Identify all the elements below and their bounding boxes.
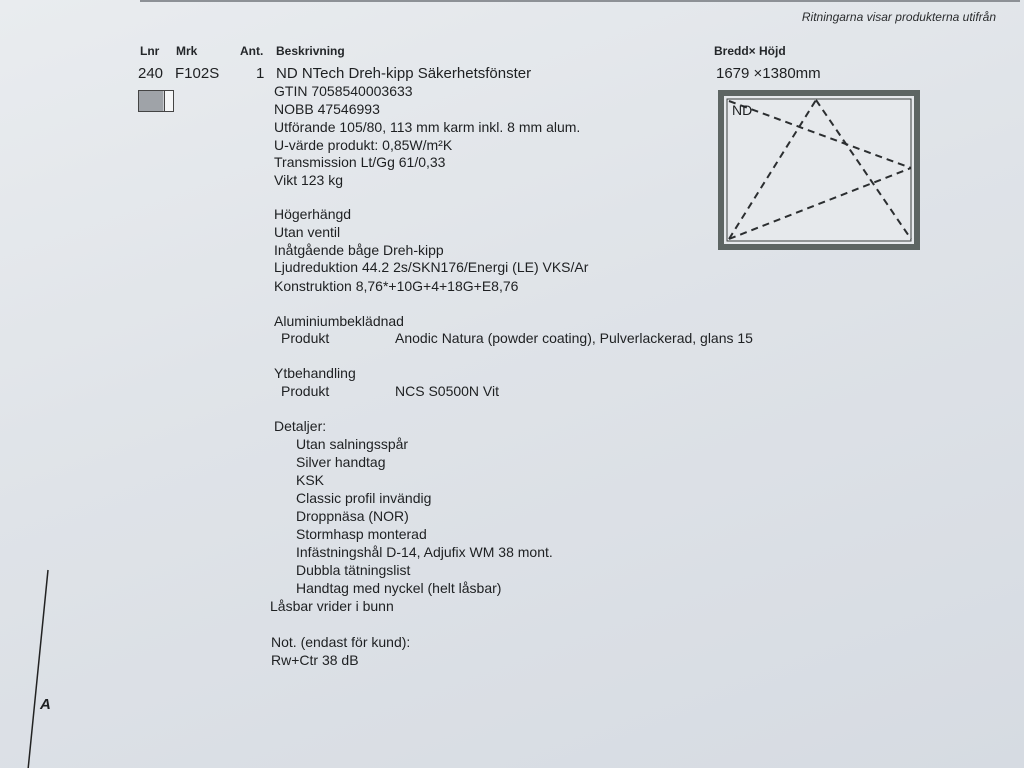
detail-item: KSK <box>296 472 325 488</box>
col-header-ant: Ant. <box>240 44 264 58</box>
spec-line: Transmission Lt/Gg 61/0,33 <box>274 154 446 170</box>
col-header-mrk: Mrk <box>176 44 198 58</box>
details-heading: Detaljer: <box>274 418 327 434</box>
spec-line: GTIN 7058540003633 <box>274 83 413 99</box>
aluminium-heading: Aluminiumbeklädnad <box>274 313 404 329</box>
color-swatch <box>138 90 174 112</box>
config-line: Konstruktion 8,76*+10G+4+18G+E8,76 <box>274 278 519 294</box>
spec-line: NOBB 47546993 <box>274 101 380 117</box>
col-header-dimensions: Bredd× Höjd <box>714 44 786 58</box>
detail-item: Silver handtag <box>296 454 386 470</box>
detail-item: Stormhasp monterad <box>296 526 427 542</box>
surface-heading: Ytbehandling <box>274 365 356 381</box>
spec-line: Vikt 123 kg <box>274 172 344 188</box>
page-corner-mark: A <box>40 696 51 713</box>
aluminium-value: Anodic Natura (powder coating), Pulverlackerad, glans 15 <box>395 330 753 346</box>
item-title: ND NTech Dreh-kipp Säkerhetsfönster <box>276 65 532 82</box>
detail-item: Classic profil invändig <box>296 490 432 506</box>
detail-item: Droppnäsa (NOR) <box>296 508 409 524</box>
config-line: Högerhängd <box>274 206 352 222</box>
drawing-label: ND <box>732 102 753 118</box>
item-lnr: 240 <box>138 65 164 82</box>
spec-line: Utförande 105/80, 113 mm karm inkl. 8 mm alum. <box>274 119 581 135</box>
notes-value: Rw+Ctr 38 dB <box>271 652 359 668</box>
surface-label: Produkt <box>281 383 330 399</box>
detail-item: Utan salningsspår <box>296 436 409 452</box>
surface-value: NCS S0500N Vit <box>395 383 500 399</box>
config-line: Ljudreduktion 44.2 2s/SKN176/Energi (LE) VKS/Ar <box>274 259 589 275</box>
underlying-page-edge <box>0 560 60 768</box>
notes-heading: Not. (endast för kund): <box>271 634 411 650</box>
col-header-lnr: Lnr <box>140 44 160 58</box>
detail-item: Handtag med nyckel (helt låsbar) <box>296 580 502 596</box>
aluminium-label: Produkt <box>281 330 330 346</box>
detail-item: Infästningshål D-14, Adjufix WM 38 mont. <box>296 544 553 560</box>
window-drawing <box>716 88 922 252</box>
item-ant: 1 <box>256 65 265 82</box>
item-dimensions: 1679 ×1380mm <box>716 65 821 82</box>
item-mrk: F102S <box>175 65 220 82</box>
detail-item: Dubbla tätningslist <box>296 562 411 578</box>
config-line: Inåtgående båge Dreh-kipp <box>274 242 444 258</box>
spec-line: U-värde produkt: 0,85W/m²K <box>274 137 453 153</box>
config-line: Utan ventil <box>274 224 341 240</box>
col-header-beskrivning: Beskrivning <box>276 44 345 58</box>
top-rule <box>140 0 1020 2</box>
detail-extra: Låsbar vrider i bunn <box>270 598 394 614</box>
header-note: Ritningarna visar produkterna utifrån <box>801 10 996 24</box>
